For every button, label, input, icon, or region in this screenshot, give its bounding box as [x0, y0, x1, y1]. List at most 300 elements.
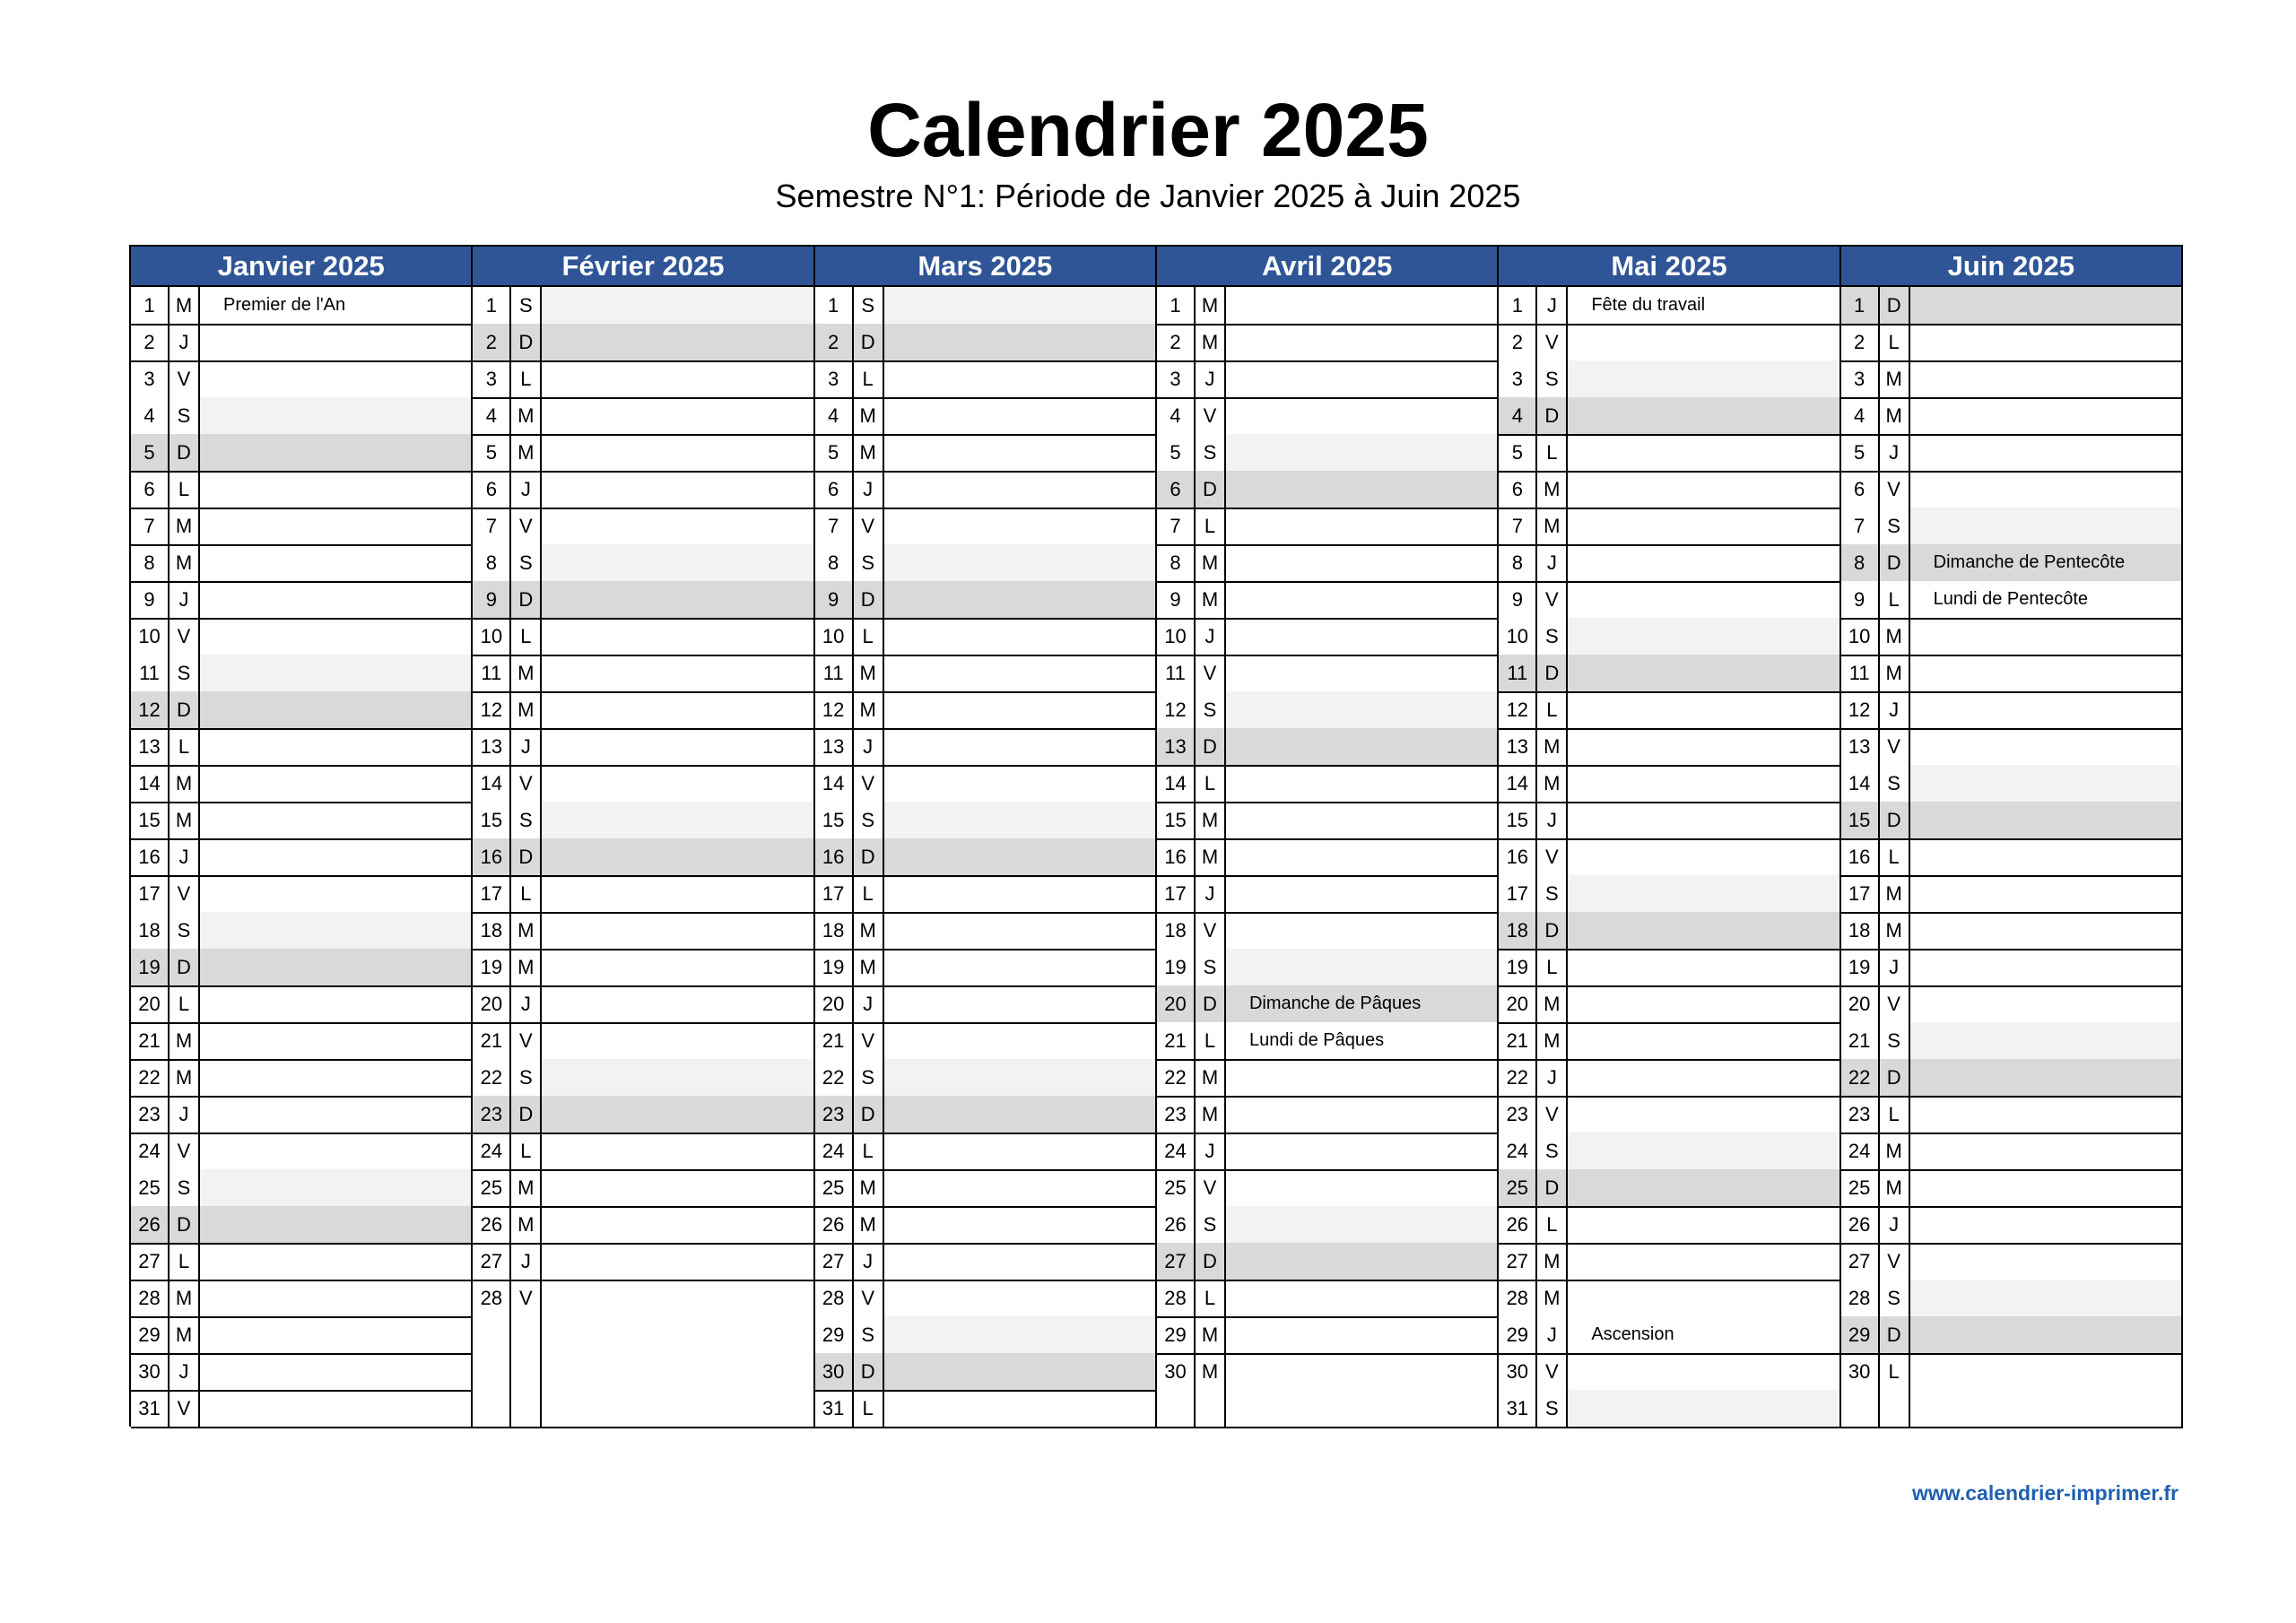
day-number: 20	[473, 985, 511, 1024]
day-number: 23	[131, 1096, 170, 1134]
day-of-week	[511, 1390, 542, 1428]
day-row	[1499, 838, 1840, 875]
day-of-week: M	[170, 544, 200, 583]
day-event	[1226, 875, 1499, 914]
day-of-week: V	[1196, 655, 1226, 693]
day-of-week: D	[1196, 1243, 1226, 1281]
day-of-week: M	[1880, 1169, 1910, 1208]
day-of-week: M	[1880, 875, 1910, 914]
day-of-week: M	[1880, 655, 1910, 693]
day-number: 18	[1157, 912, 1196, 950]
day-of-week: J	[1537, 287, 1568, 325]
day-row	[473, 838, 814, 875]
day-number: 12	[1499, 691, 1537, 730]
day-event	[1910, 508, 2183, 546]
day-row	[1841, 471, 2183, 508]
day-of-week: D	[1537, 912, 1568, 950]
day-of-week: M	[1196, 1353, 1226, 1392]
day-event	[200, 1169, 473, 1208]
day-number: 4	[473, 397, 511, 436]
day-number: 31	[1499, 1390, 1537, 1428]
day-number: 4	[815, 397, 854, 436]
day-event	[542, 949, 814, 987]
day-event	[1568, 544, 1840, 583]
day-row	[131, 949, 473, 985]
day-row	[815, 838, 1157, 875]
day-number: 14	[815, 765, 854, 803]
day-number: 29	[1841, 1316, 1880, 1355]
day-number: 20	[1157, 985, 1196, 1024]
day-event	[1568, 1280, 1840, 1318]
day-of-week: V	[1880, 1243, 1910, 1281]
day-number: 6	[1499, 471, 1537, 509]
day-number: 18	[1499, 912, 1537, 950]
day-number: 9	[1841, 581, 1880, 620]
day-of-week: M	[1196, 324, 1226, 362]
day-number: 15	[1157, 802, 1196, 840]
day-of-week: V	[1537, 581, 1568, 620]
day-row	[473, 1096, 814, 1133]
day-row	[473, 1243, 814, 1280]
day-number: 23	[815, 1096, 854, 1134]
day-row	[131, 581, 473, 618]
day-row	[1499, 949, 1840, 985]
day-row	[815, 1206, 1157, 1243]
day-row	[1841, 691, 2183, 728]
day-event	[1568, 1206, 1840, 1245]
day-event	[1910, 1096, 2183, 1134]
day-number: 5	[473, 434, 511, 473]
day-number: 2	[131, 324, 170, 362]
day-of-week: L	[170, 728, 200, 767]
day-row	[1499, 618, 1840, 655]
day-of-week: M	[854, 691, 884, 730]
day-row	[1499, 912, 1840, 949]
day-number	[473, 1390, 511, 1428]
day-row	[1841, 1096, 2183, 1133]
day-of-week: S	[854, 1316, 884, 1355]
day-row	[815, 949, 1157, 985]
day-of-week: L	[1537, 434, 1568, 473]
day-row	[131, 1206, 473, 1243]
day-number: 24	[1499, 1133, 1537, 1171]
day-of-week: D	[1880, 287, 1910, 325]
day-event	[200, 875, 473, 914]
day-of-week	[1880, 1390, 1910, 1428]
day-number: 17	[473, 875, 511, 914]
day-event	[1568, 581, 1840, 620]
day-row	[1157, 1243, 1499, 1280]
day-number: 18	[815, 912, 854, 950]
day-of-week	[511, 1316, 542, 1355]
day-event	[1910, 765, 2183, 803]
day-of-week: M	[511, 949, 542, 987]
day-of-week: D	[1196, 471, 1226, 509]
day-event: Lundi de Pâques	[1226, 1022, 1499, 1061]
day-row	[1499, 1022, 1840, 1059]
day-number: 9	[1499, 581, 1537, 620]
day-event	[200, 1133, 473, 1171]
day-event	[1910, 618, 2183, 656]
day-number	[473, 1353, 511, 1392]
day-of-week: V	[1880, 985, 1910, 1024]
month-header: Mai 2025	[1499, 247, 1840, 287]
day-event	[200, 728, 473, 767]
day-of-week: J	[1880, 691, 1910, 730]
day-number: 19	[815, 949, 854, 987]
day-row	[1841, 875, 2183, 912]
website-link[interactable]: www.calendrier-imprimer.fr	[1912, 1481, 2179, 1505]
day-event	[542, 1206, 814, 1245]
day-number: 23	[473, 1096, 511, 1134]
day-row	[1157, 508, 1499, 544]
day-row	[1841, 1243, 2183, 1280]
day-number: 17	[1499, 875, 1537, 914]
month-column	[131, 247, 473, 1427]
day-row	[1157, 875, 1499, 912]
day-number: 19	[131, 949, 170, 987]
day-row	[1157, 1133, 1499, 1169]
day-number: 5	[1499, 434, 1537, 473]
day-event	[1568, 434, 1840, 473]
day-event	[542, 1353, 814, 1392]
day-row	[1499, 875, 1840, 912]
day-event	[884, 1206, 1157, 1245]
day-number: 6	[815, 471, 854, 509]
day-number: 14	[1499, 765, 1537, 803]
day-event	[1910, 691, 2183, 730]
day-number: 11	[815, 655, 854, 693]
day-event	[200, 1353, 473, 1392]
day-event	[884, 838, 1157, 877]
day-event	[200, 912, 473, 950]
day-of-week: M	[1196, 544, 1226, 583]
day-event	[542, 1133, 814, 1171]
day-number: 4	[131, 397, 170, 436]
day-of-week: D	[1880, 1316, 1910, 1355]
day-row	[131, 1390, 473, 1427]
day-row	[473, 544, 814, 581]
day-event	[1568, 1243, 1840, 1281]
day-of-week: M	[1880, 912, 1910, 950]
day-row	[473, 1059, 814, 1096]
day-number: 24	[131, 1133, 170, 1171]
day-of-week: L	[170, 985, 200, 1024]
day-row	[1157, 1022, 1499, 1059]
day-number	[473, 1316, 511, 1355]
day-of-week: V	[170, 875, 200, 914]
day-event	[1226, 1243, 1499, 1281]
day-event	[1226, 1059, 1499, 1098]
day-number: 21	[1499, 1022, 1537, 1061]
day-of-week: J	[1880, 434, 1910, 473]
day-row	[1157, 985, 1499, 1022]
day-of-week: J	[1537, 1059, 1568, 1098]
day-row	[1157, 1353, 1499, 1390]
day-of-week: M	[1196, 581, 1226, 620]
day-of-week: D	[1196, 985, 1226, 1024]
day-row	[473, 655, 814, 691]
day-event	[884, 949, 1157, 987]
day-event	[200, 1243, 473, 1281]
day-row	[815, 1353, 1157, 1390]
day-event	[200, 324, 473, 362]
day-event	[542, 324, 814, 362]
day-event	[884, 360, 1157, 399]
day-event	[1910, 1169, 2183, 1208]
day-row	[131, 728, 473, 765]
day-number: 13	[1499, 728, 1537, 767]
day-of-week: S	[1537, 1133, 1568, 1171]
day-of-week: V	[511, 1022, 542, 1061]
day-event	[542, 618, 814, 656]
day-event	[884, 765, 1157, 803]
day-number: 19	[1841, 949, 1880, 987]
day-event	[1910, 434, 2183, 473]
day-of-week: J	[511, 728, 542, 767]
day-row	[1499, 1059, 1840, 1096]
month-header: Février 2025	[473, 247, 814, 287]
day-number: 6	[1157, 471, 1196, 509]
day-row	[1157, 655, 1499, 691]
day-of-week: M	[1537, 728, 1568, 767]
day-event	[1226, 618, 1499, 656]
day-of-week: J	[854, 985, 884, 1024]
day-event	[542, 581, 814, 620]
day-number: 15	[1841, 802, 1880, 840]
day-event	[200, 397, 473, 436]
day-row	[815, 1243, 1157, 1280]
day-event	[884, 434, 1157, 473]
day-of-week: D	[1537, 397, 1568, 436]
day-event	[1568, 1022, 1840, 1061]
day-of-week: V	[1880, 471, 1910, 509]
day-row	[1157, 1206, 1499, 1243]
day-of-week: J	[511, 471, 542, 509]
day-event	[542, 287, 814, 325]
day-number: 13	[131, 728, 170, 767]
day-event	[200, 1096, 473, 1134]
day-row	[1499, 1243, 1840, 1280]
day-event	[542, 1390, 814, 1428]
day-of-week: M	[1537, 1022, 1568, 1061]
day-event	[884, 508, 1157, 546]
day-number: 30	[1499, 1353, 1537, 1392]
day-row	[131, 765, 473, 802]
day-row	[1841, 802, 2183, 838]
day-number: 21	[131, 1022, 170, 1061]
day-row	[131, 875, 473, 912]
day-event	[542, 655, 814, 693]
day-of-week: S	[511, 1059, 542, 1098]
day-number: 24	[1841, 1133, 1880, 1171]
day-event: Dimanche de Pentecôte	[1910, 544, 2183, 583]
day-number: 14	[1841, 765, 1880, 803]
day-of-week: V	[1880, 728, 1910, 767]
day-of-week: L	[1196, 1280, 1226, 1318]
day-row	[473, 1206, 814, 1243]
day-number: 10	[1841, 618, 1880, 656]
day-number: 9	[473, 581, 511, 620]
day-row	[131, 985, 473, 1022]
day-event	[542, 471, 814, 509]
day-of-week: M	[1537, 508, 1568, 546]
day-of-week: J	[1196, 618, 1226, 656]
day-of-week: S	[854, 1059, 884, 1098]
day-row	[815, 508, 1157, 544]
day-number: 20	[131, 985, 170, 1024]
day-number: 28	[131, 1280, 170, 1318]
day-of-week: L	[1880, 1353, 1910, 1392]
day-number: 8	[1499, 544, 1537, 583]
day-event	[1568, 802, 1840, 840]
month-header: Mars 2025	[815, 247, 1157, 287]
day-event	[200, 1390, 473, 1428]
day-event	[542, 508, 814, 546]
day-of-week: M	[170, 1316, 200, 1355]
day-of-week: M	[1880, 397, 1910, 436]
day-number: 26	[473, 1206, 511, 1245]
day-event	[1226, 691, 1499, 730]
day-of-week: V	[854, 508, 884, 546]
day-number: 3	[815, 360, 854, 399]
day-row	[131, 618, 473, 655]
day-event	[200, 765, 473, 803]
day-event	[884, 1316, 1157, 1355]
day-of-week: V	[1537, 324, 1568, 362]
day-event	[884, 1133, 1157, 1171]
day-number: 8	[131, 544, 170, 583]
day-row	[1499, 691, 1840, 728]
day-event	[1226, 1169, 1499, 1208]
day-of-week: M	[170, 765, 200, 803]
day-row	[1841, 434, 2183, 471]
day-of-week: L	[854, 618, 884, 656]
day-of-week: D	[511, 324, 542, 362]
day-of-week: J	[1537, 544, 1568, 583]
day-event	[1910, 471, 2183, 509]
day-row	[473, 581, 814, 618]
day-event	[1226, 508, 1499, 546]
day-row	[1841, 1280, 2183, 1316]
day-event	[884, 1022, 1157, 1061]
day-number: 10	[815, 618, 854, 656]
day-event: Ascension	[1568, 1316, 1840, 1355]
day-number: 25	[1841, 1169, 1880, 1208]
day-row	[131, 691, 473, 728]
day-row	[1157, 765, 1499, 802]
day-of-week: J	[854, 1243, 884, 1281]
day-number: 14	[131, 765, 170, 803]
empty-day-row	[1157, 1390, 1499, 1427]
empty-day-row	[473, 1390, 814, 1427]
day-of-week: M	[854, 434, 884, 473]
day-of-week: J	[1196, 1133, 1226, 1171]
day-event	[1568, 949, 1840, 987]
day-event	[1910, 912, 2183, 950]
day-of-week: L	[170, 1243, 200, 1281]
day-of-week: V	[1537, 1353, 1568, 1392]
day-number: 9	[1157, 581, 1196, 620]
day-row	[1157, 1096, 1499, 1133]
day-of-week: L	[1196, 765, 1226, 803]
day-event	[542, 691, 814, 730]
day-event	[1568, 875, 1840, 914]
day-row	[131, 287, 473, 324]
day-number: 23	[1841, 1096, 1880, 1134]
day-number: 17	[131, 875, 170, 914]
day-number: 1	[1841, 287, 1880, 325]
day-of-week: M	[511, 912, 542, 950]
day-of-week: V	[170, 618, 200, 656]
day-of-week: S	[1196, 1206, 1226, 1245]
day-of-week: S	[1196, 949, 1226, 987]
day-of-week: M	[170, 508, 200, 546]
day-row	[1499, 360, 1840, 397]
day-row	[131, 1022, 473, 1059]
day-row	[815, 655, 1157, 691]
month-column	[815, 247, 1157, 1427]
day-of-week: L	[511, 360, 542, 399]
day-event	[542, 802, 814, 840]
day-number: 28	[1841, 1280, 1880, 1318]
day-number: 11	[1157, 655, 1196, 693]
day-of-week: M	[1537, 1280, 1568, 1318]
day-event	[1226, 838, 1499, 877]
day-of-week: V	[170, 1390, 200, 1428]
day-number: 7	[815, 508, 854, 546]
day-of-week: J	[1196, 875, 1226, 914]
day-of-week: J	[170, 838, 200, 877]
day-number: 8	[1841, 544, 1880, 583]
day-row	[1157, 949, 1499, 985]
day-of-week: J	[854, 728, 884, 767]
day-number: 1	[473, 287, 511, 325]
day-number: 27	[1157, 1243, 1196, 1281]
day-event	[1910, 985, 2183, 1024]
day-number: 24	[473, 1133, 511, 1171]
day-row	[131, 912, 473, 949]
day-number: 22	[1841, 1059, 1880, 1098]
day-number: 26	[131, 1206, 170, 1245]
day-row	[815, 397, 1157, 434]
day-number: 18	[1841, 912, 1880, 950]
day-event	[1568, 1169, 1840, 1208]
day-of-week: D	[854, 1353, 884, 1392]
day-row	[1157, 618, 1499, 655]
day-event	[200, 1022, 473, 1061]
day-row	[1157, 1059, 1499, 1096]
day-row	[815, 1280, 1157, 1316]
day-row	[473, 508, 814, 544]
day-event	[542, 360, 814, 399]
day-event	[1910, 287, 2183, 325]
day-of-week: D	[511, 581, 542, 620]
day-of-week	[1196, 1390, 1226, 1428]
day-event	[542, 985, 814, 1024]
day-of-week: S	[1880, 765, 1910, 803]
day-number: 16	[1499, 838, 1537, 877]
day-number: 26	[1157, 1206, 1196, 1245]
day-of-week: M	[170, 1280, 200, 1318]
day-of-week: L	[511, 618, 542, 656]
day-row	[473, 360, 814, 397]
day-of-week: J	[170, 1353, 200, 1392]
day-of-week: M	[511, 655, 542, 693]
day-of-week: M	[854, 655, 884, 693]
day-row	[1499, 397, 1840, 434]
day-event	[542, 1096, 814, 1134]
